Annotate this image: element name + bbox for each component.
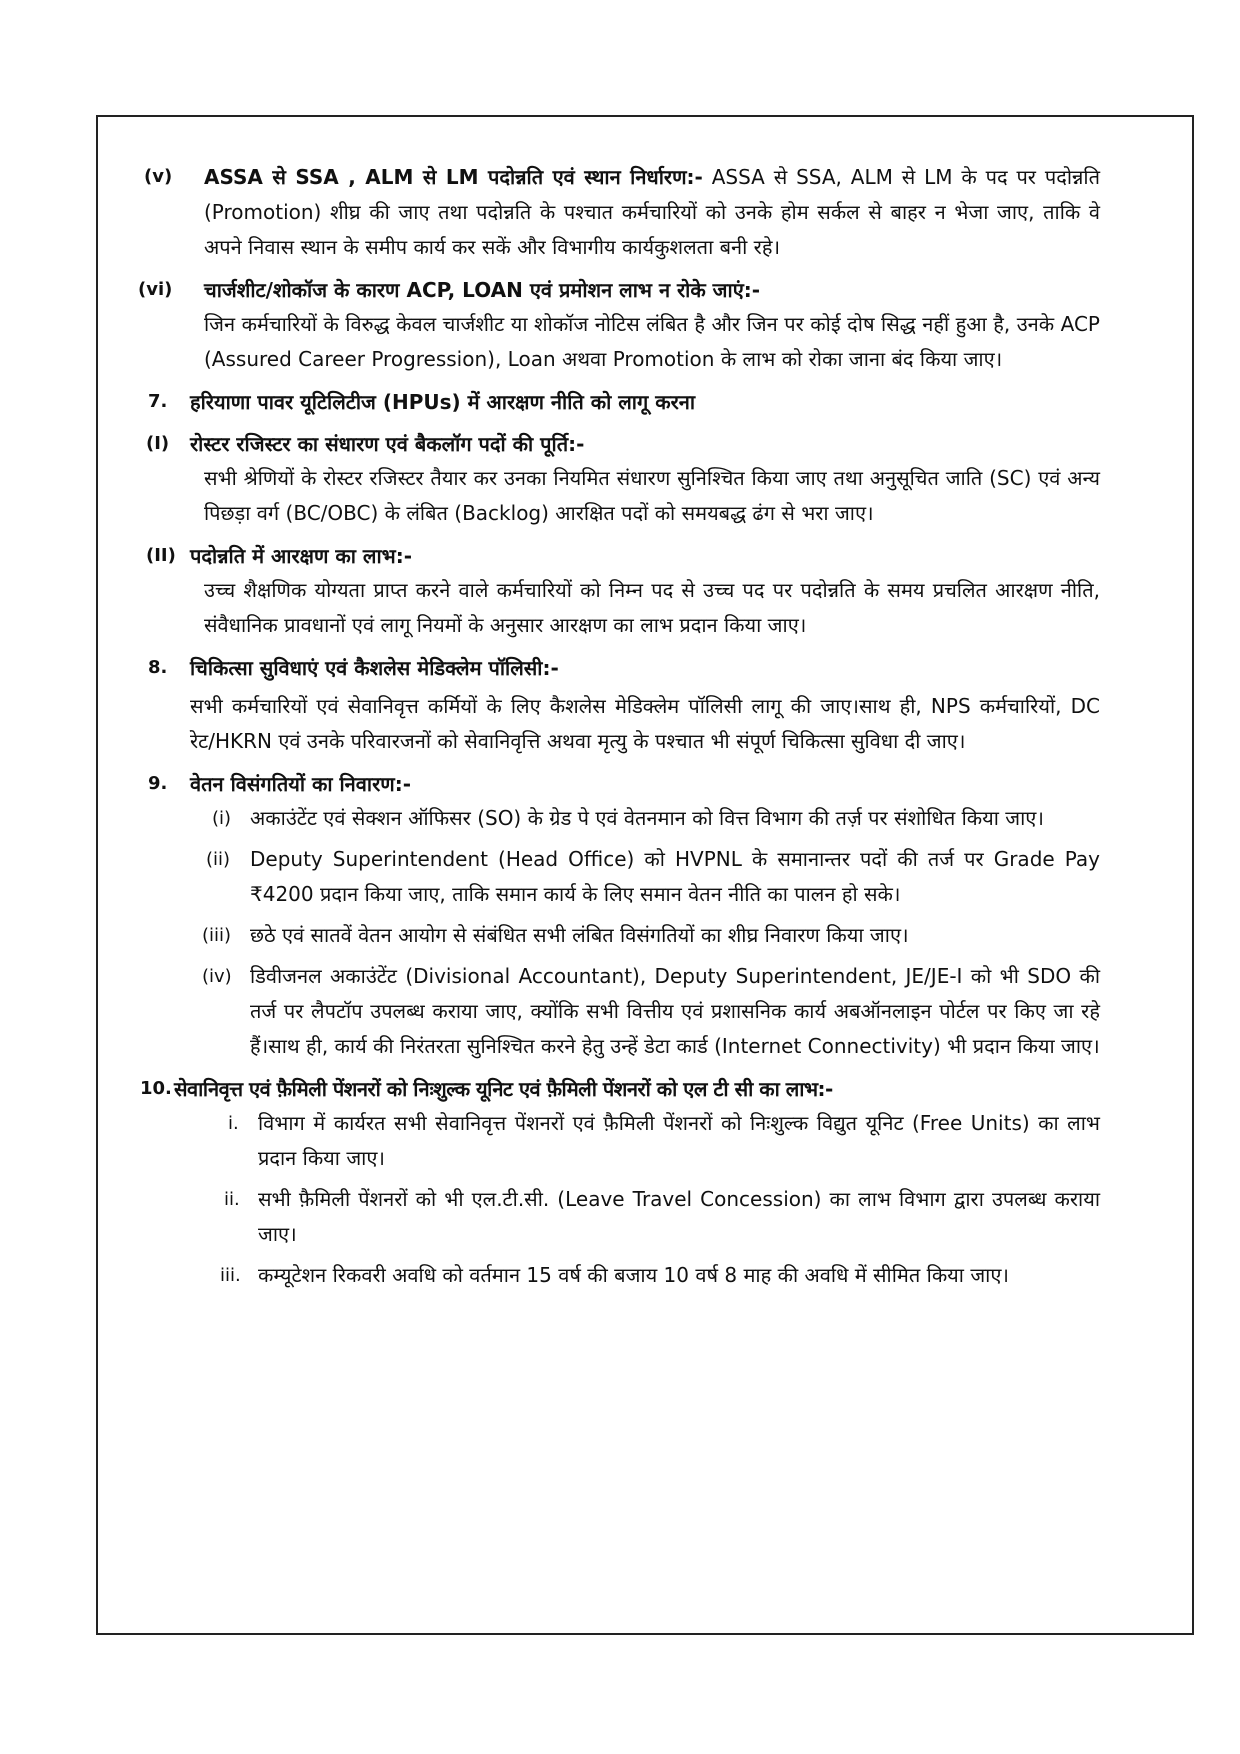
section-text: जिन कर्मचारियों के विरुद्ध केवल चार्जशीट या शोकॉज नोटिस लंबित है और जिन पर कोई दोष सिद्ध नहीं हुआ है, उनके ACP (Assured Career Progression), Loan अथवा Promotion के लाभ को रोका जाना बंद किया जाए।: [204, 312, 1100, 371]
subitem-number: i.: [228, 1113, 239, 1134]
subitem-number: iii.: [220, 1265, 241, 1286]
section-vi: [130, 273, 1100, 377]
subitem-text: Deputy Superintendent (Head Office) को HVPNL के समानान्तर पदों की तर्ज पर Grade Pay ₹4200 प्रदान किया जाए, ताकि समान कार्य के लिए समान वेतन नीति का पालन हो सके।: [250, 847, 1100, 906]
section-number: 7.: [148, 391, 168, 412]
section-8: [130, 651, 1100, 759]
document-body: [130, 160, 1100, 1301]
subitem-text: विभाग में कार्यरत सभी सेवानिवृत्त पेंशनरों एवं फ़ैमिली पेंशनरों को निःशुल्क विद्युत यूनिट (Free Units) का लाभ प्रदान किया जाए।: [258, 1111, 1100, 1170]
subitem: [190, 842, 1100, 912]
subitem: [190, 918, 1100, 953]
section-number: (I): [146, 433, 170, 454]
section-number: (II): [146, 545, 176, 566]
section-heading: ASSA से SSA , ALM से LM पदोन्नति एवं स्थान निर्धारण:-: [204, 165, 703, 189]
subitem-number: (iv): [202, 966, 232, 987]
section-number: (v): [144, 166, 173, 187]
subitem: [174, 1182, 1100, 1252]
section-text: ASSA से SSA, ALM से LM के पद पर पदोन्नति (Promotion) शीघ्र की जाए तथा पदोन्नति के पश्चात कर्मचारियों को उनके होम सर्कल से बाहर न भेजा जाए, ताकि वे अपने निवास स्थान के समीप कार्य कर सकें और विभागीय कार्यकुशलता बनी रहे।: [204, 165, 1100, 259]
section-number: 9.: [148, 773, 168, 794]
subitem: [190, 801, 1100, 836]
subitem-text: सभी फ़ैमिली पेंशनरों को भी एल.टी.सी. (Leave Travel Concession) का लाभ विभाग द्वारा उपलब्ध कराया जाए।: [258, 1187, 1100, 1246]
section-number: (vi): [138, 279, 173, 300]
section-heading: रोस्टर रजिस्टर का संधारण एवं बैकलॉग पदों की पूर्ति:-: [190, 432, 585, 456]
section-number: 8.: [148, 657, 168, 678]
section-10: [130, 1072, 1100, 1293]
section-text: सभी श्रेणियों के रोस्टर रजिस्टर तैयार कर उनका नियमित संधारण सुनिश्चित किया जाए तथा अनुसूचित जाति (SC) एवं अन्य पिछड़ा वर्ग (BC/OBC) के लंबित (Backlog) आरक्षित पदों को समयबद्ध ढंग से भरा जाए।: [204, 466, 1100, 525]
section-number: 10.: [140, 1078, 172, 1099]
subitem-text: कम्यूटेशन रिकवरी अवधि को वर्तमान 15 वर्ष की बजाय 10 वर्ष 8 माह की अवधि में सीमित किया जाए।: [258, 1263, 1009, 1287]
section-text: सभी कर्मचारियों एवं सेवानिवृत्त कर्मियों के लिए कैशलेस मेडिक्लेम पॉलिसी लागू की जाए।साथ ही, NPS कर्मचारियों, DC रेट/HKRN एवं उनके परिवारजनों को सेवानिवृत्ति अथवा मृत्यु के पश्चात भी संपूर्ण चिकित्सा सुविधा दी जाए।: [190, 694, 1100, 753]
section-heading: हरियाणा पावर यूटिलिटीज (HPUs) में आरक्षण नीति को लागू करना: [190, 390, 696, 414]
section-II: [130, 539, 1100, 643]
section-text: उच्च शैक्षणिक योग्यता प्राप्त करने वाले कर्मचारियों को निम्न पद से उच्च पद पर पदोन्नति के समय प्रचलित आरक्षण नीति, संवैधानिक प्रावधानों एवं लागू नियमों के अनुसार आरक्षण का लाभ प्रदान किया जाए।: [204, 578, 1100, 637]
section-heading: पदोन्नति में आरक्षण का लाभ:-: [190, 544, 413, 568]
section-heading: चार्जशीट/शोकॉज के कारण ACP, LOAN एवं प्रमोशन लाभ न रोके जाएं:-: [204, 278, 761, 302]
section-v: [130, 160, 1100, 265]
subitem-number: (ii): [206, 849, 231, 870]
section-heading: वेतन विसंगतियों का निवारण:-: [190, 772, 412, 796]
subitem-text: डिवीजनल अकाउंटेंट (Divisional Accountant), Deputy Superintendent, JE/JE-I को भी SDO की तर्ज पर लैपटॉप उपलब्ध कराया जाए, क्योंकि सभी वित्तीय एवं प्रशासनिक कार्य अबऑनलाइन पोर्टल पर किए जा रहे हैं।साथ ही, कार्य की निरंतरता सुनिश्चित करने हेतु उन्हें डेटा कार्ड (Internet Connectivity) भी प्रदान किया जाए।: [250, 964, 1100, 1058]
section-7: [130, 385, 1100, 419]
subitem: [174, 1258, 1100, 1293]
section-paragraph: [204, 160, 1100, 265]
section-9: [130, 767, 1100, 1064]
section-I: [130, 427, 1100, 531]
subitem-number: (iii): [202, 925, 232, 946]
subitem: [174, 1106, 1100, 1176]
subitem-text: छठे एवं सातवें वेतन आयोग से संबंधित सभी लंबित विसंगतियों का शीघ्र निवारण किया जाए।: [250, 923, 909, 947]
section-heading: चिकित्सा सुविधाएं एवं कैशलेस मेडिक्लेम पॉलिसी:-: [190, 656, 559, 680]
subitem-number: ii.: [224, 1189, 240, 1210]
subitem-number: (i): [212, 808, 232, 829]
section-heading: सेवानिवृत्त एवं फ़ैमिली पेंशनरों को निःशुल्क यूनिट एवं फ़ैमिली पेंशनरों को एल टी सी का लाभ:-: [174, 1077, 833, 1101]
subitem-text: अकाउंटेंट एवं सेक्शन ऑफिसर (SO) के ग्रेड पे एवं वेतनमान को वित्त विभाग की तर्ज़ पर संशोधित किया जाए।: [250, 806, 1044, 830]
subitem: [190, 959, 1100, 1064]
